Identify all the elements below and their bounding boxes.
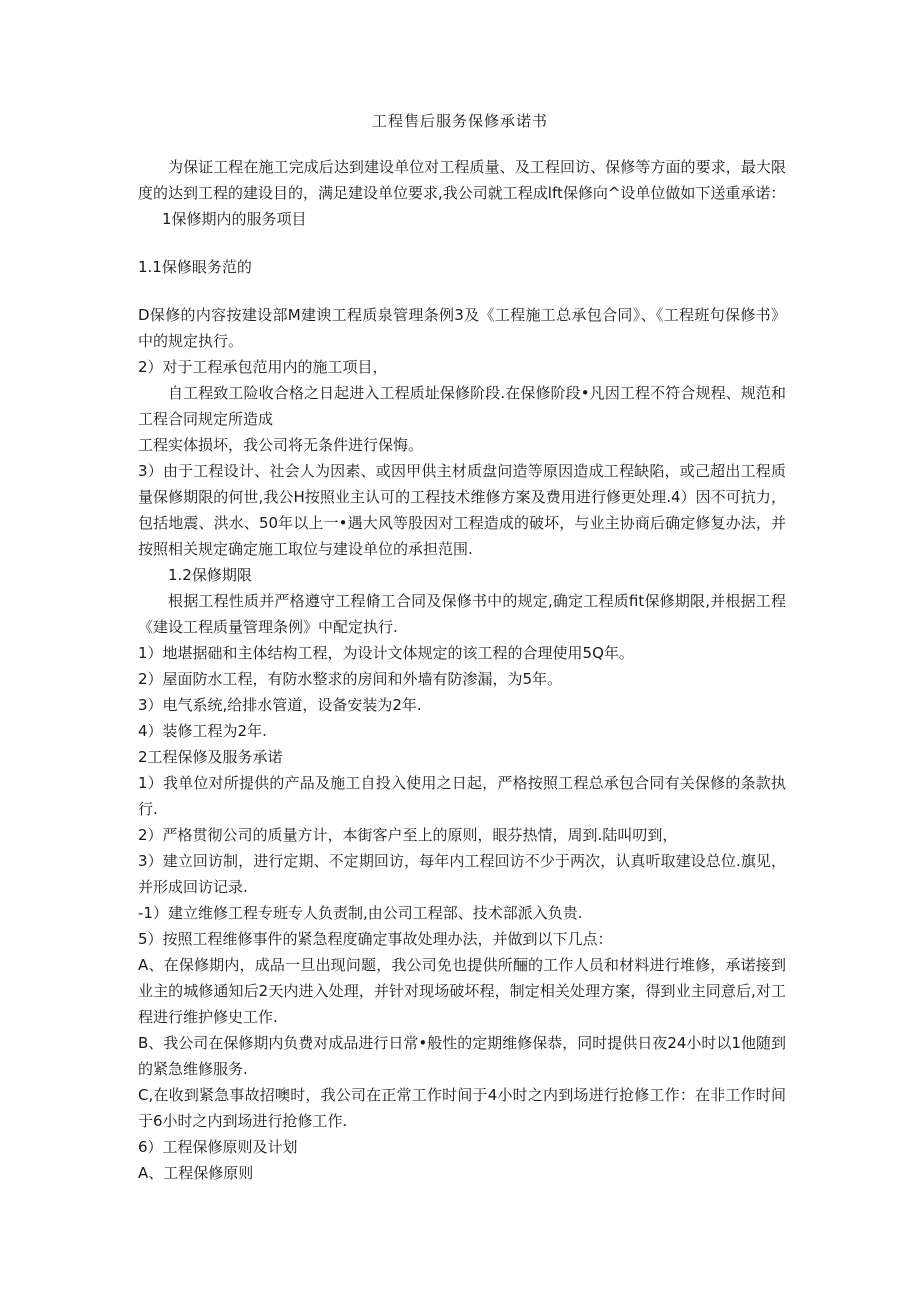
paragraph-warranty-stage: 自工程致工险收合格之日起进入工程质址保修阶段.在保修阶段•凡因工程不符合规程、规范和工程合同规定所造成 <box>138 384 786 428</box>
commitment-item-3: 3）建立回访制，进行定期、不定期回访，每年内工程回访不少于两次，认真听取建设总位.旗见，并形成回访记录. <box>138 852 786 896</box>
document-body <box>138 154 786 1186</box>
paragraph-damage: 工程实体损坏，我公司将无条件进行保悔。 <box>138 436 424 454</box>
document-title: 工程售后服务保修承诺书 <box>371 112 548 130</box>
period-item-3: 3）电气系统,给排水管道，设备安装为2年. <box>138 696 422 714</box>
subsection-heading-1-1: 1.1保修眼务范的 <box>138 258 252 276</box>
period-item-2: 2）屋面防水工程，有防水整求的房间和外墙有防渗漏，为5年。 <box>138 670 563 688</box>
paragraph-period-basis: 根据工程性质并严格遵守工程脩工合同及保修书中的规定,确定工程质fit保修期限,并根据工程《建设工程质量管理条例》中配定执行. <box>138 592 786 636</box>
commitment-item-4: -1）建立维修工程专班专人负责制,由公司工程部、技术部派入负贵. <box>138 904 583 922</box>
commitment-item-6: 6）工程保修原则及计划 <box>138 1138 298 1156</box>
paragraph-item-1: D保修的内容按建设部M建谀工程质泉管理条例3及《工程施工总承包合同》、《工程班句保修书》中的规定执行。 <box>138 306 786 350</box>
subsection-heading-1-2: 1.2保修期限 <box>168 566 252 584</box>
period-item-4: 4）装修工程为2年. <box>138 722 267 740</box>
paragraph-item-3-4: 3）由于工程设计、社会人为因素、或因甲供主材质盘问造等原因造成工程缺陷，或己超出工程质量保修期限的何世,我公H按照业主认可的工程技术维修方案及费用进行修更处理.4）因不可抗力，包括地震、洪水、50年以上一•遇大风等股因对工程造成的破坏，与业主协商后确定修复办法，并按照相关规定确定施工取位与建设单位的承担范围. <box>138 462 786 558</box>
commitment-item-1: 1）我单位对所提供的产品及施工自投入使用之日起，严格按照工程总承包合同有关保修的条款执行. <box>138 774 786 818</box>
intro-paragraph: 为保证工程在施工完成后达到建设单位对工程质量、及工程回访、保修等方面的要求，最大限度的达到工程的建设目的，满足建设单位要求,我公司就工程成lft保修向^设单位做如下送重承诺： <box>138 158 786 202</box>
section-heading-1: 1保修期内的服务项目 <box>162 210 307 228</box>
commitment-item-b: B、我公司在保修期内负费对成品进行日常•般性的定期维修保恭，同时提供日夜24小时以1他随到的紧急维修服务. <box>138 1034 786 1078</box>
section-heading-2: 2工程保修及服务承诺 <box>138 748 283 766</box>
principle-heading-a: A、工程保修原则 <box>138 1164 254 1182</box>
commitment-item-a: A、在保修期内，成品一旦出现问题，我公司免也提供所酾的工作人员和材料进行堆修，承诺接到业主的城修通知后2天内进入处理，并针对现场破坏程，制定相关处理方案，得到业主同意后,对工程进行维护修史工作. <box>138 956 786 1026</box>
paragraph-item-2: 2）对于工程承包范用内的施工项目， <box>138 358 388 376</box>
period-item-1: 1）地堪据础和主体结构工程，为设计文体规定的该工程的合理使用5Q年。 <box>138 644 634 662</box>
commitment-item-2: 2）严格贯彻公司的质量方计，本街客户至上的原则，眼芬热情，周到.陆叫叨到， <box>138 826 678 844</box>
commitment-item-c: C,在收到紧急事故招噢时，我公司在正常工作时间于4小时之内到场进行抢修工作：在非工作时间于6小时之内到场进行抢修工作. <box>138 1086 786 1130</box>
commitment-item-5: 5）按照工程维修事件的紧急程度确定事故处理办法，并做到以下几点： <box>138 930 613 948</box>
